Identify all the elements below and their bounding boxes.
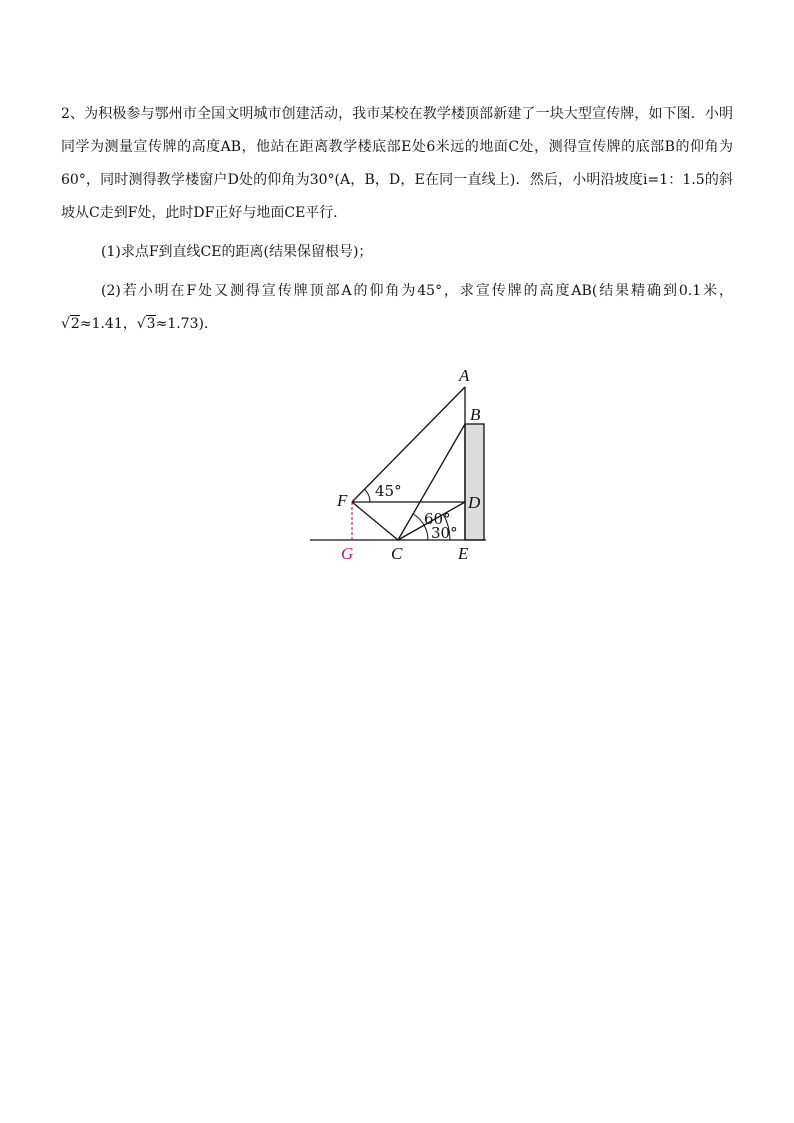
angle-arc-45 [365,489,370,502]
line-FC [352,502,398,540]
sqrt2-approx: ≈1.41， [79,316,137,332]
building [465,424,484,540]
geometry-figure [300,360,500,570]
problem-block [61,98,733,341]
point-label-D: D [468,493,481,512]
point-label-C: C [391,544,403,563]
angle-label-30: 30° [431,524,458,542]
point-label-A: A [459,366,470,385]
sqrt2-symbol: √ [61,316,70,332]
point-label-B: B [470,405,481,424]
angle-label-60: 60° [424,510,451,528]
sqrt2-radicand: 2 [70,316,80,332]
question-1: (1)求点F到直线CE的距离(结果保留根号)； [101,244,373,260]
line-FA [352,387,465,502]
point-label-G: G [341,544,354,563]
sqrt3-approx: ≈1.73)． [155,316,218,332]
angle-label-45: 45° [375,482,402,500]
sqrt3-radicand: 3 [146,316,156,332]
point-label-F: F [337,491,348,510]
problem-intro: 2、为积极参与鄂州市全国文明城市创建活动，我市某校在教学楼顶部新建了一块大型宣传牌，如下图．小明同学为测量宣传牌的高度AB，他站在距离教学楼底部E处6米远的地面C处，测得宣传牌的底部B的仰角为60°，同时测得教学楼窗户D处的仰角为30°(A，B，D，E在同一直线上)．然后，小明沿坡度i=1：1.5的斜坡从C走到F处，此时DF正好与地面CE平行． [61,106,733,221]
question-2-text: (2)若小明在F处又测得宣传牌顶部A的仰角为45°，求宣传牌的高度AB(结果精确到0.1米， [101,283,733,299]
sqrt3-symbol: √ [136,316,146,332]
point-label-E: E [458,544,469,563]
question-2 [61,275,733,341]
